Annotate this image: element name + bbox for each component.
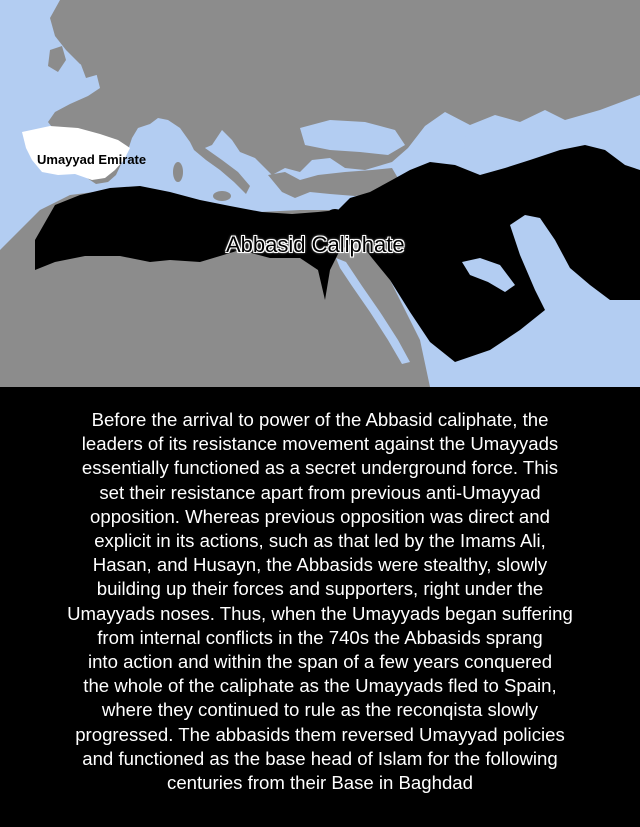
caption-line: building up their forces and supporters, right under the <box>96 578 544 600</box>
caption-line: explicit in its actions, such as that led by the Imams Ali, <box>94 530 546 552</box>
historical-map <box>0 0 640 387</box>
baghdad-label: Baghdad <box>434 205 486 219</box>
ireland <box>48 46 66 72</box>
caption-line: centuries from their Base in Baghdad <box>167 772 473 794</box>
caption-line: the whole of the caliphate as the Umayyads fled to Spain, <box>83 675 557 697</box>
caption-line: where they continued to rule as the reconqista slowly <box>101 699 539 721</box>
caption-line: into action and within the span of a few years conquered <box>87 651 553 673</box>
sicily <box>213 191 231 201</box>
caption-line: essentially functioned as a secret underground force. This <box>81 457 559 479</box>
umayyad-emirate-label: Umayyad Emirate <box>37 152 147 167</box>
caption-line: Umayyads noses. Thus, when the Umayyads began suffering <box>67 602 573 624</box>
caption-line: set their resistance apart from previous anti-Umayyad <box>99 481 541 503</box>
caption-line: opposition. Whereas previous opposition was direct and <box>90 505 550 527</box>
caption-line: Before the arrival to power of the Abbasid caliphate, the <box>91 409 549 430</box>
cyprus <box>329 209 341 215</box>
caption-line: Hasan, and Husayn, the Abbasids were stealthy, slowly <box>92 554 548 576</box>
caption-text <box>20 408 620 795</box>
sardinia <box>173 162 183 182</box>
caption-line: leaders of its resistance movement against the Umayyads <box>81 433 559 455</box>
caption-line: and functioned as the base head of Islam for the following <box>82 747 558 769</box>
baghdad-marker <box>425 209 431 215</box>
caption-line: progressed. The abbasids them reversed Umayyad policies <box>75 723 565 745</box>
caption-line: from internal conflicts in the 740s the Abbasids sprang <box>97 626 543 648</box>
abbasid-caliphate-label: Abbasid Caliphate <box>226 232 405 257</box>
map-panel <box>0 0 640 387</box>
